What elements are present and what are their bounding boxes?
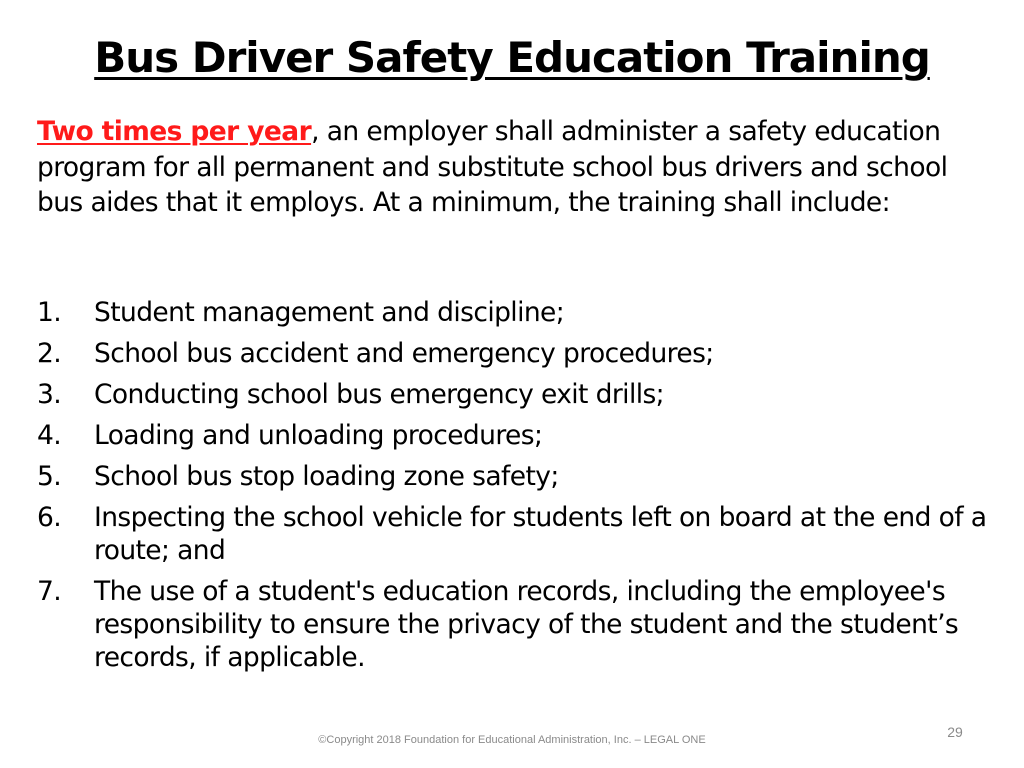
intro-text: , an employer shall administer a safety education program for all permanent and substitute school bus drivers and school bus aides that it employs. At a minimum, the training shall include: [37,116,948,218]
list-item [37,296,997,329]
training-list [37,296,997,682]
list-item-number: 4. [37,420,62,451]
list-item [37,575,997,674]
list-item-text: Inspecting the school vehicle for students left on board at the end of a route; and [94,502,987,566]
copyright-footer: ©Copyright 2018 Foundation for Educational Administration, Inc. – LEGAL ONE [318,734,706,746]
list-item-number: 1. [37,297,62,328]
list-item-text: Loading and unloading procedures; [94,420,543,451]
list-item-text: The use of a student's education records, including the employee's responsibility to ensure the privacy of the student and the student’s records, if applicable. [94,576,959,673]
intro-paragraph [37,114,977,221]
list-item-number: 7. [37,576,62,607]
list-item [37,419,997,452]
list-item-number: 6. [37,502,62,533]
list-item-number: 5. [37,461,62,492]
list-item [37,337,997,370]
list-item-number: 2. [37,338,62,369]
list-item-text: School bus accident and emergency procedures; [94,338,714,369]
list-item-text: Student management and discipline; [94,297,565,328]
intro-highlight: Two times per year [37,116,312,147]
slide-title: Bus Driver Safety Education Training [94,33,930,82]
page-number: 29 [947,724,963,740]
list-item [37,460,997,493]
list-item [37,501,997,567]
list-item-number: 3. [37,379,62,410]
list-item-text: Conducting school bus emergency exit drills; [94,379,665,410]
list-item-text: School bus stop loading zone safety; [94,461,559,492]
list-item [37,378,997,411]
